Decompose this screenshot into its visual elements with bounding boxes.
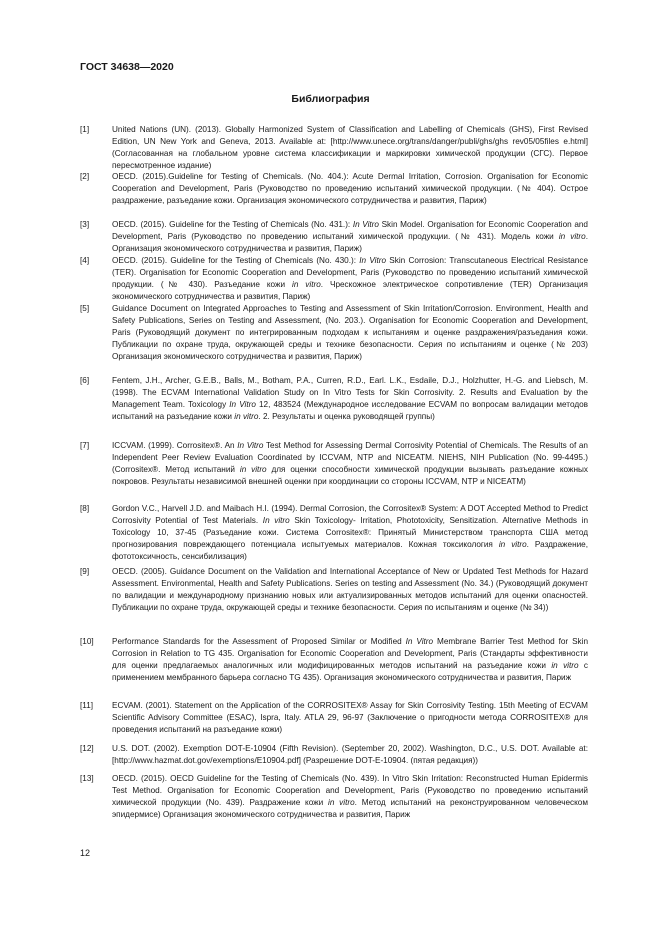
reference-text (112, 743, 588, 767)
reference-text-segment: с применением мембранного барьера согласно TG 435). Организация экономического сотрудничества и развития, Париж (112, 660, 588, 682)
reference-text (112, 636, 588, 684)
reference-text-segment: для оценки способности химической продукции вызывать разъедание кожных покровов. Результаты независимой внешней оценки при координации со стороны ICCVAM, NTP и NICEATM) (112, 464, 588, 486)
reference-text-segment: United Nations (UN). (2013). Globally Harmonized System of Classification and Labelling of Chemicals (GHS), First Revised Edition, UN New York and Geneva, 2013. Available at: [http://www.unece.org/trans/danger/publi/ghs/ghs rev05/05files e.html] (Согласованная на глобальном уровне система классификации и маркировки химической продукции (СГС). Первое пересмотренное издание) (112, 125, 588, 170)
reference-number: [11] (80, 701, 94, 710)
reference-italic-term: In Vitro (237, 441, 264, 450)
reference-number: [2] (80, 172, 90, 181)
reference-text-segment: Fentem, J.H., Archer, G.E.B., Balls, M., Botham, P.A., Curren, R.D., Earl. L.K., Esdaile, D.J., Holzhutter, H.-G. and Liebsch, M. (1998). The ECVAM International Validation Study on In Vitro Tests for Skin Corrosivity. 2. Results and Evaluation by the Management Team. Toxicology (112, 376, 588, 409)
reference-text-segment: OECD. (2005). Guidance Document on the Validation and International Acceptance of New or Updated Test Methods for Hazard Assessment. Environmental, Health and Safety Publications. Series on testing and Assessment (No. 34.) (Руководящий документ по валидации и международному признанию новых или актуализированных методов испытаний для оценки опасностей. Публикации по охране труда, окружающей среды и технике безопасности. Серия по испытаниям и оценке (№ 34)) (112, 567, 588, 612)
reference-text (112, 171, 588, 207)
reference-number: [9] (80, 567, 90, 576)
reference-italic-term: In Vitro (229, 399, 256, 409)
reference-item (80, 503, 588, 563)
document-header: ГОСТ 34638—2020 (80, 61, 174, 73)
reference-number: [3] (80, 220, 90, 229)
reference-text (112, 375, 588, 423)
reference-text-segment: Skin Toxicology- Irritation, Phototoxicity, Sensitization. Alternative Methods in Toxicology 10, 37-45 (Разъедание кожи. Система Corrositex®: Принятый Министерством транспорта США метод прогнозирования повреждающего потенциала испытуемых материалов. Кожная токсикология (112, 515, 589, 549)
reference-number: [4] (80, 256, 90, 265)
reference-italic-term: In Vitro (359, 256, 387, 265)
reference-item (80, 375, 588, 423)
reference-text-segment: . Организация экономического сотрудничества и развития, Париж) (112, 231, 588, 253)
reference-number: [12] (80, 744, 94, 753)
reference-text-segment: OECD. (2015). Guideline for the Testing of Chemicals (No. 431.): (112, 220, 353, 229)
reference-text-segment: OECD. (2015).Guideline for Testing of Chemicals. (No. 404.): Acute Dermal Irritation, Corrosion. Organisation for Economic Cooperation and Development, Paris (Руководство по проведению испытаний химической продукции. (№ 404). Острое раздражение, разъедание кожи. Организация экономического сотрудничества и развития, Париж) (112, 172, 588, 205)
reference-text (112, 566, 588, 614)
reference-text (112, 219, 588, 255)
reference-text-segment: Performance Standards for the Assessment of Proposed Similar or Modified (112, 637, 406, 646)
reference-italic-term: In Vitro (352, 220, 379, 229)
reference-text-segment: Skin Model. Organisation for Economic Cooperation and Development, Paris (Руководство по проведению испытаний химической продукции. (№ 431). Модель кожи (112, 220, 588, 241)
reference-item (80, 743, 588, 767)
reference-text (112, 440, 588, 488)
reference-item (80, 124, 588, 172)
reference-item (80, 440, 588, 488)
reference-text (112, 773, 588, 821)
reference-text-segment: . Чрескожное электрическое сопротивление (TER) Организация экономического сотрудничества и развития, Париж) (112, 279, 588, 301)
reference-italic-term: in vitro (328, 797, 355, 807)
reference-italic-term: in vitro (498, 539, 527, 549)
reference-text-segment: OECD. (2015). OECD Guideline for the Testing of Chemicals (No. 439). In Vitro Skin Irritation: Reconstructed Human Epidermis Test Method. Organisation for Economic Cooperation and Development, Paris (Руководство по проведению испытаний химической продукции (No. 439). Раздражение кожи (112, 774, 588, 807)
reference-text (112, 255, 588, 303)
page-number: 12 (80, 848, 91, 858)
reference-text-segment: Skin Corrosion: Transcutaneous Electrical Resistance (TER). Organisation for Economic Cooperation and Development, Paris (Руководство по проведению испытаний химической продукции. (№ 430). Разъедание кожи (112, 256, 588, 289)
reference-number: [8] (80, 504, 90, 513)
reference-number: [6] (80, 376, 90, 385)
reference-text-segment: U.S. DOT. (2002). Exemption DOT-E-10904 (Fifth Revision). (September 20, 2002). Washington, D.C., U.S. DOT. Available at: [http://www.hazmat.dot.gov/exemptions/E10904.pdf] (Разрешение DOT-E-10904. (пятая редакция)) (112, 744, 588, 765)
reference-text (112, 303, 588, 363)
reference-text-segment: Gordon V.C., Harvell J.D. and Maibach H.I. (1994). Dermal Corrosion, the Corrositex® System: A DOT Accepted Method to Predict Corrosivity Potential of Test Materials. (112, 504, 588, 525)
reference-item (80, 636, 588, 684)
reference-text-segment: 12, 483524 (Международное исследование ECVAM по вопросам валидации методов испытаний на разъедание кожи (112, 399, 588, 421)
reference-number: [7] (80, 441, 90, 450)
reference-item (80, 773, 588, 821)
reference-text-segment: . Метод испытаний на реконструированном человеческом эпидермисе) Организация экономического сотрудничества и развития, Париж (112, 797, 588, 819)
reference-text-segment: OECD. (2015). Guideline for the Testing of Chemicals (No. 430.): (112, 256, 360, 265)
reference-text (112, 503, 588, 563)
reference-italic-term: in vitro (558, 231, 586, 241)
reference-text-segment: Test Method for Assessing Dermal Corrosivity Potential of Chemicals. The Results of an Independent Peer Review Evaluation Coordinated by ICCVAM, NTP and NICEATM. NIEHS, NIH Publication (No. 99-4495.) (Corrositex®. Метод испытаний (112, 441, 588, 474)
reference-item (80, 303, 588, 363)
reference-number: [5] (80, 304, 90, 313)
reference-text-segment: . 2. Результаты и оценка руководящей группы) (258, 411, 435, 421)
reference-text (112, 124, 588, 172)
reference-item (80, 219, 588, 255)
reference-item (80, 255, 588, 303)
reference-italic-term: in vitro (551, 660, 579, 670)
reference-italic-term: in vitro (292, 279, 321, 289)
reference-text-segment: ICCVAM. (1999). Corrositex®. An (112, 441, 238, 450)
reference-italic-term: In Vitro (405, 637, 434, 646)
reference-italic-term: in vitro (234, 411, 259, 421)
reference-number: [1] (80, 125, 90, 134)
reference-number: [13] (80, 774, 94, 783)
reference-item (80, 566, 588, 614)
reference-text-segment: ECVAM. (2001). Statement on the Application of the CORROSITEX® Assay for Skin Corrosivity Testing. 15th Meeting of ECVAM Scientific Advisory Committee (ESAC), Ispra, Italy. ATLA 29, 96-97 (Заключение о пригодности метода CORROSITEX® для проведения испытаний на разъедание кожи) (112, 701, 588, 734)
reference-text-segment: Membrane Barrier Test Method for Skin Corrosion in Relation to TG 435. Organisation for Economic Cooperation and Development, Paris (Стандарты эффективности для оценки предлагаемых аналогичных или модифицированных методов испытаний на разъедание кожи (112, 637, 588, 670)
reference-italic-term: In vitro (262, 515, 290, 525)
reference-item (80, 700, 588, 736)
reference-item (80, 171, 588, 207)
reference-number: [10] (80, 637, 94, 646)
reference-italic-term: in vitro (239, 464, 267, 474)
section-title: Библиография (291, 93, 370, 105)
reference-text (112, 700, 588, 736)
reference-text-segment: Guidance Document on Integrated Approaches to Testing and Assessment of Skin Irritation/Corrosion. Environment, Health and Safety Publications, Series on Testing and Assessment, (No. 203.). Organisation for Economic Cooperation and Development, Paris (Руководящий документ по интегрированным подходам к испытаниям и оценке раздражения/разъедания кожи. Публикации по охране труда, окружающей среды и технике безопасности. Серия по испытаниям и оценке (№ 203) Организация экономического сотрудничества и развития, Париж) (112, 304, 588, 361)
reference-text-segment: . Раздражение, фототоксичность, сенсибилизация) (112, 539, 588, 561)
